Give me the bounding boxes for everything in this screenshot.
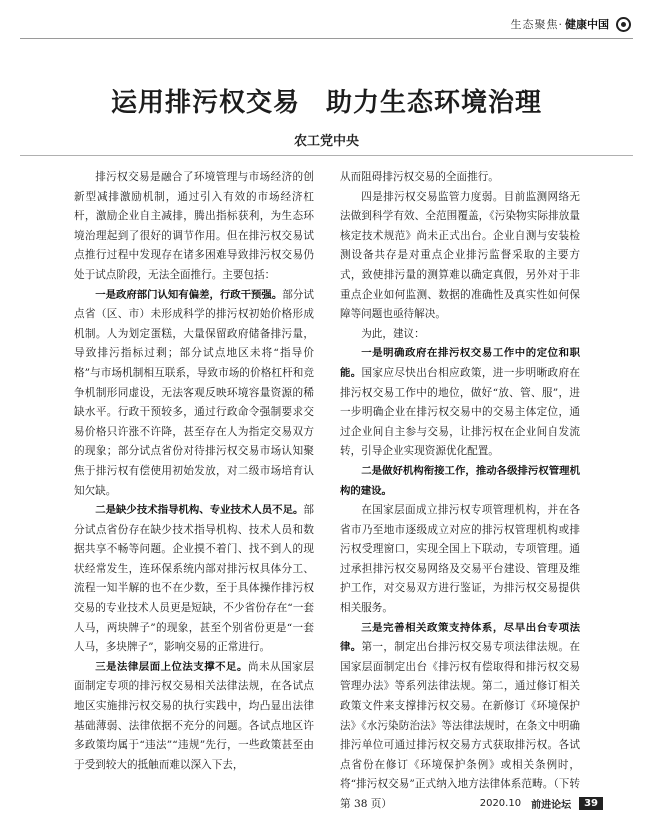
paragraph-3-text: 尚未从国家层面制定专项的排污权交易相关法律法规，在各试点地区实施排污权交易的执行实践中，均凸显出法律基础薄弱、法律依据不充分的问题。各试点地区许多政策均属于“违法”“违规”先行，一些政策甚至由于受到较大的抵触而难以深入下去， — [74, 660, 315, 771]
title-divider — [20, 155, 633, 156]
title-part-2: 助力生态环境治理 — [326, 88, 543, 118]
paragraph-3-lead: 三是法律层面上位法支撑不足。 — [95, 660, 248, 673]
circle-logo-icon — [616, 17, 631, 32]
suggestion-3-lead: 三是完善相关政策支持体系，尽早出台专项法律。 — [340, 621, 580, 654]
paragraph-1 — [74, 286, 314, 502]
paragraph-2-lead: 二是缺少技术指导机构、专业技术人员不足。 — [95, 504, 304, 517]
paragraph-2-text: 部分试点省份存在缺少技术指导机构、技术人员和数据共享不畅等问题。企业摸不着门、找不到人的现状经常发生，连环保系统内部对排污权具体分工、流程一知半解的也不在少数，至于具体操作排污权交易的专业技术人员更是短缺，不少省份存在“一套人马，两块牌子”的现象，甚至个别省份更是“一套人马，多块牌子”，影响交易的正常进行。 — [74, 504, 314, 654]
page-number: 39 — [579, 797, 603, 810]
paragraph-1-text: 部分试点省（区、市）未形成科学的排污权初始价格形成机制。人为划定蛋糕，大量保留政府储备排污量，导致排污指标过剩；部分试点地区未将“指导价格”与市场机制相互联系，导致市场的价格杠杆和竞争机制形同虚设，无法客观反映环境容量资源的稀缺水平。行政干预较多，通过行政命令强制要求交易价格只许涨不许降，甚至存在人为指定交易双方的现象；部分试点省份对待排污权交易市场认知聚焦于排污权有偿使用初始发放，对二级市场培育认知欠缺。 — [74, 288, 314, 497]
title-part-1: 运用排污权交易 — [110, 88, 300, 118]
suggestion-1 — [340, 344, 580, 462]
page-header — [20, 14, 633, 39]
suggestion-1-lead: 一是明确政府在排污权交易工作中的定位和职能。 — [340, 347, 580, 379]
suggestion-3 — [340, 619, 580, 815]
suggestion-2-lead: 二是做好机构衔接工作，推动各级排污权管理机构的建设。 — [340, 464, 580, 497]
section-brand: 健康中国 — [565, 18, 609, 31]
issue-date: 2020.10 — [479, 798, 522, 809]
journal-name: 前进论坛 — [531, 800, 572, 811]
suggestion-2 — [340, 462, 580, 501]
header-section — [511, 16, 632, 32]
section-label: 生态聚焦· — [510, 18, 563, 31]
suggestion-intro: 为此，建议： — [361, 327, 425, 340]
paragraph-2 — [74, 501, 314, 658]
suggestion-2-body: 在国家层面成立排污权专项管理机构，并在各省市乃至地市逐级成立对应的排污权管理机构或排污权受理窗口，实现全国上下联动，专项管理。通过承担排污权交易网络及交易平台建设、管理及维护工作，对交易双方进行鉴证，为排污权交易提供相关服务。 — [340, 504, 580, 615]
continued-paragraph: 从而阻碍排污权交易的全面推行。 — [340, 171, 499, 183]
suggestion-1-text: 国家应尽快出台相应政策，进一步明晰政府在排污权交易工作中的地位，做好“放、管、服”，进一步明确企业在排污权交易中的交易主体定位，通过企业间自主参与交易，让排污权在企业间自发流转，引导企业实现资源优化配置。 — [340, 366, 581, 458]
intro-paragraph: 排污权交易是融合了环境管理与市场经济的创新型减排激励机制，通过引入有效的市场经济杠杆，激励企业自主减排，腾出指标获利，为生态环境治理起到了很好的调节作用。但在排污权交易试点推行过程中发现存在诸多困难导致排污权交易仍处于试点阶段，无法全面推行。主要包括： — [74, 171, 314, 281]
article-title — [0, 82, 653, 119]
suggestion-3-text: 第一，制定出台排污权交易专项法律法规。在国家层面制定出台《排污权有偿取得和排污权交易管理办法》等系列法律法规。第二，通过修订相关政策文件来支撑排污权交易。在新修订《环境保护法》《水污染防治法》等法律法规时，在条文中明确排污单位可通过排污权交易方式获取排污权。各试点省份在修订《环境保护条例》或相关条例时，将“排污权交易”正式纳入地方法律体系范畴。（下转第 38 页） — [340, 641, 581, 810]
paragraph-4: 四是排污权交易监管力度弱。目前监测网络无法做到科学有效、全范围覆盖，《污染物实际排放量核定技术规范》尚未正式出台。企业自测与安装检测设备共存是对重点企业排污监督采取的主要方式，致使排污量的测算难以确定真假，另外对于非重点企业如何监测、数据的准确性及真实性如何保障等问题也亟待解决。 — [340, 190, 580, 321]
page-footer — [480, 796, 603, 811]
paragraph-3 — [74, 658, 314, 776]
right-column — [340, 168, 580, 815]
paragraph-1-lead: 一是政府部门认知有偏差，行政干预强。 — [95, 288, 283, 301]
article-author: 农工党中央 — [293, 134, 359, 149]
left-column — [74, 168, 314, 775]
